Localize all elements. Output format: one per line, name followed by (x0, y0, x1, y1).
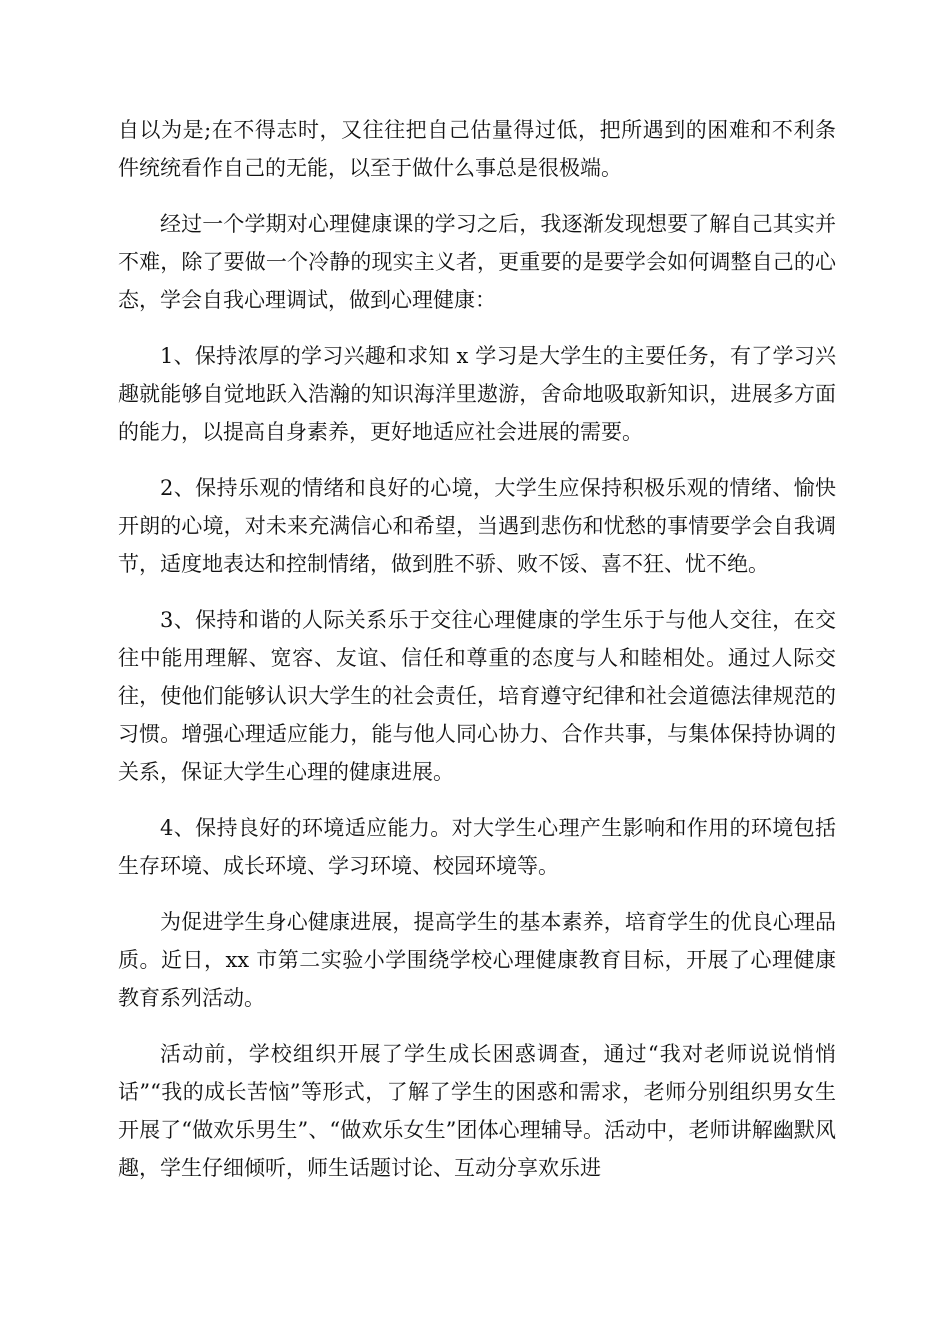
paragraph-8: 活动前，学校组织开展了学生成长困惑调查，通过“我对老师说说悄悄话”“我的成长苦恼”等形式，了解了学生的困惑和需求，老师分别组织男女生开展了“做欢乐男生”、“做欢乐女生”团体心理辅导。活动中，老师讲解幽默风趣，学生仔细倾听，师生话题讨论、互动分享欢乐进 (118, 1042, 836, 1180)
paragraph-7: 为促进学生身心健康进展，提高学生的基本素养，培育学生的优良心理品质。近日，xx 市第二实验小学围绕学校心理健康教育目标，开展了心理健康教育系列活动。 (118, 910, 836, 1010)
paragraph-6: 4、保持良好的环境适应能力。对大学生心理产生影响和作用的环境包括生存环境、成长环境、学习环境、校园环境等。 (118, 816, 836, 878)
paragraph-2: 经过一个学期对心理健康课的学习之后，我逐渐发现想要了解自己其实并不难，除了要做一个冷静的现实主义者，更重要的是要学会如何调整自己的心态，学会自我心理调试，做到心理健康： (118, 212, 836, 312)
paragraph-5: 3、保持和谐的人际关系乐于交往心理健康的学生乐于与他人交往，在交往中能用理解、宽容、友谊、信任和尊重的态度与人和睦相处。通过人际交往，使他们能够认识大学生的社会责任，培育遵守纪律和社会道德法律规范的习惯。增强心理适应能力，能与他人同心协力、合作共事，与集体保持协调的关系，保证大学生心理的健康进展。 (118, 608, 836, 784)
paragraph-1: 自以为是;在不得志时，又往往把自己估量得过低，把所遇到的困难和不利条件统统看作自己的无能，以至于做什么事总是很极端。 (118, 118, 836, 180)
paragraph-4: 2、保持乐观的情绪和良好的心境，大学生应保持积极乐观的情绪、愉快开朗的心境，对未来充满信心和希望，当遇到悲伤和忧愁的事情要学会自我调节，适度地表达和控制情绪，做到胜不骄、败不馁、喜不狂、忧不绝。 (118, 476, 836, 576)
paragraph-3: 1、保持浓厚的学习兴趣和求知 x 学习是大学生的主要任务，有了学习兴趣就能够自觉地跃入浩瀚的知识海洋里遨游，舍命地吸取新知识，进展多方面的能力，以提高自身素养，更好地适应社会进展的需要。 (118, 344, 836, 444)
document-body (118, 111, 836, 1205)
